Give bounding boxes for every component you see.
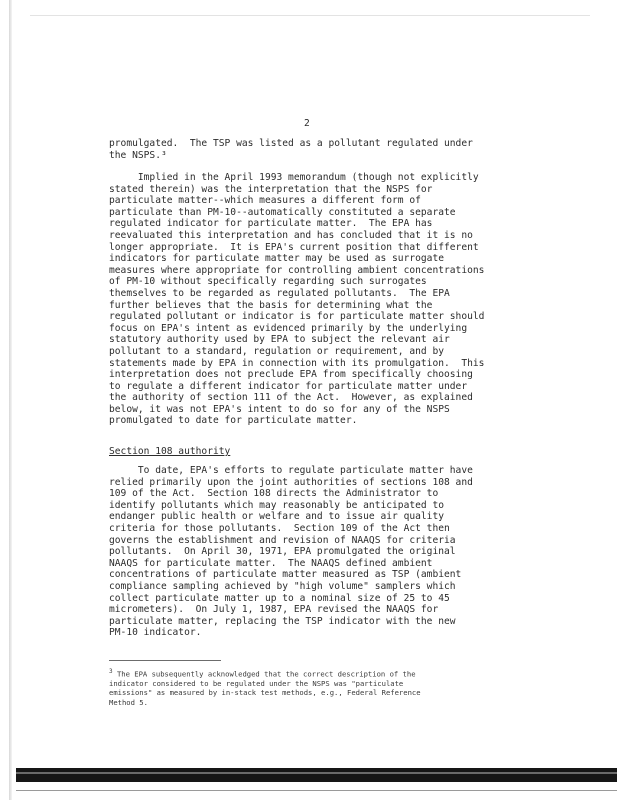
paragraph-section-108: To date, EPA's efforts to regulate particulate matter have relied primarily upon the joint authorities of sections 108 and 109 of the Act. Section 108 directs the Administrator to identify pollutants which may reasonably be anticipated to endanger public health or welfare and to issue air quality criteria for those pollutants. Section 109 of the Act then governs the establishment and revision of NAAQS for criteria pollutants. On April 30, 1971, EPA promulgated the original NAAQS for particulate matter. The NAAQS defined ambient concentrations of particulate matter measured as TSP (ambient compliance sampling achieved by "high volume" samplers which collect particulate matter up to a nominal size of 25 to 45 micrometers). On July 1, 1987, EPA revised the NAAQS for particulate matter, replacing the TSP indicator with the new PM-10 indicator. xyxy=(109,465,473,639)
paragraph-interpretation: Implied in the April 1993 memorandum (though not explicitly stated therein) was the interpretation that the NSPS for particulate matter--which measures a different form of particulate than PM-10--automatically constituted a separate regulated indicator for particulate matter. The EPA has reevaluated this interpretation and has concluded that it is no longer appropriate. It is EPA's current position that different indicators for particulate matter may be used as surrogate measures where appropriate for controlling ambient concentrations of PM-10 without specifically regarding such surrogates themselves to be regarded as regulated pollutants. The EPA further believes that the basis for determining what the regulated pollutant or indicator is for particulate matter should focus on EPA's intent as evidenced primarily by the underlying statutory authority used by EPA to subject the relevant air pollutant to a standard, regulation or requirement, and by statements made by EPA in connection with its promulgation. This interpretation does not preclude EPA from specifically choosing to regulate a different indicator for particulate matter under the authority of section 111 of the Act. However, as explained below, it was not EPA's intent to do so for any of the NSPS promulgated to date for particulate matter. xyxy=(109,172,485,427)
footnote-marker: 3 xyxy=(109,668,113,675)
footnote xyxy=(109,667,529,707)
page-number: 2 xyxy=(304,118,310,129)
scan-bottom-line xyxy=(16,790,617,791)
scan-left-edge xyxy=(9,0,12,800)
footnote-text: The EPA subsequently acknowledged that the correct description of the indicator considered to be regulated under the NSPS was "particulate emissions" as measured by in-stack test methods, e.g., Federal Reference Method 5. xyxy=(109,669,421,707)
footnote-divider xyxy=(109,660,221,661)
section-heading: Section 108 authority xyxy=(109,446,231,457)
scan-bottom-band-highlight xyxy=(16,772,617,774)
scan-bottom-band xyxy=(16,768,617,782)
scan-top-artifact xyxy=(30,15,590,16)
paragraph-promulgated: promulgated. The TSP was listed as a pollutant regulated under the NSPS.³ xyxy=(109,138,473,161)
